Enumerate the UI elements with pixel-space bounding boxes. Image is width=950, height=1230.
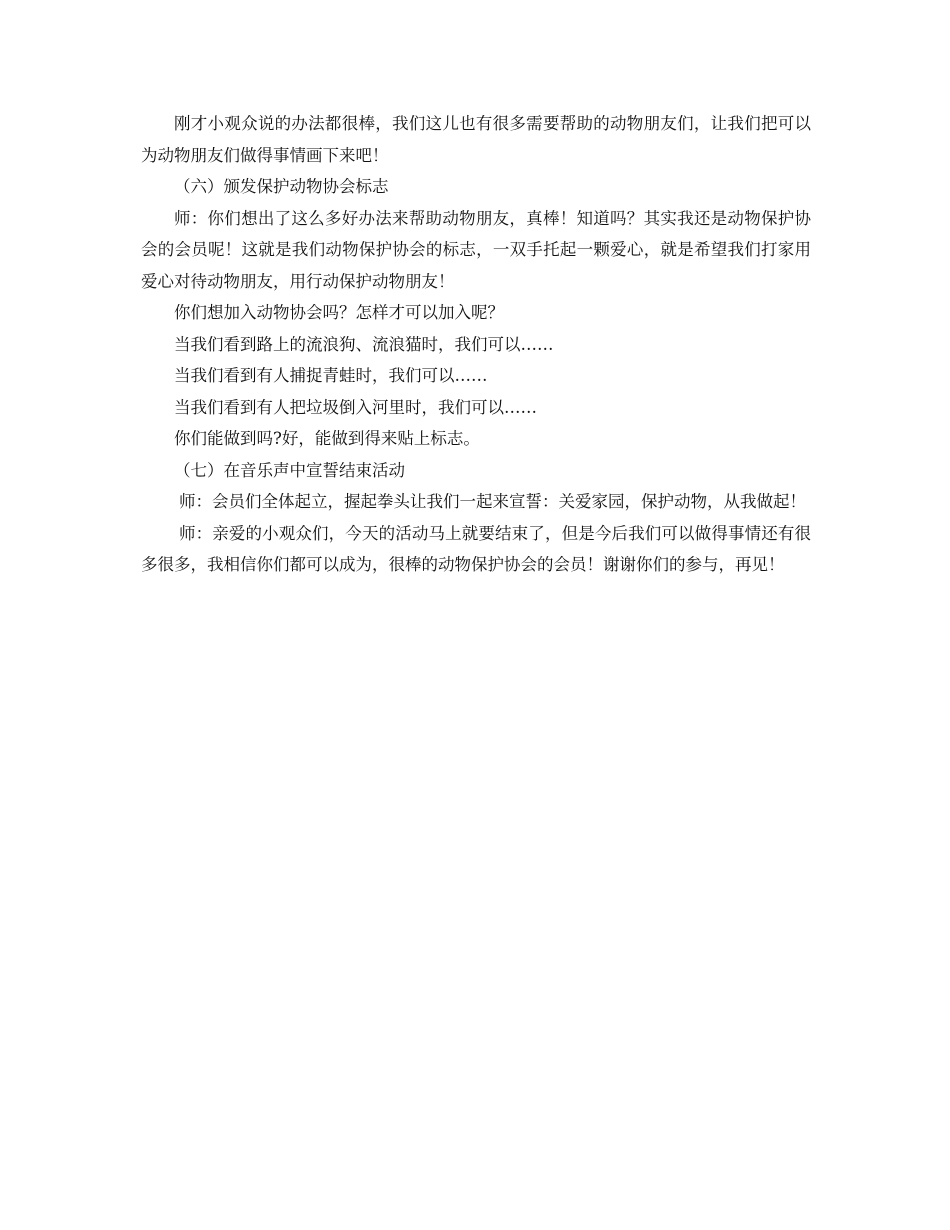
paragraph-sticker: 你们能做到吗?好，能做到得来贴上标志。 bbox=[174, 429, 480, 448]
paragraph-drawing-activity: 刚才小观众说的办法都很棒，我们这儿也有很多需要帮助的动物朋友们，让我们把可以为动物朋友们做得事情画下来吧！ bbox=[141, 114, 811, 165]
paragraph-oath: 师：会员们全体起立，握起拳头让我们一起来宣誓：关爱家园，保护动物，从我做起！ bbox=[178, 492, 806, 511]
paragraph-join-question: 你们想加入动物协会吗？怎样才可以加入呢？ bbox=[174, 303, 504, 322]
paragraph-association-logo: 师：你们想出了这么多好办法来帮助动物朋友，真棒！知道吗？其实我还是动物保护协会的会员呢！这就是我们动物保护协会的标志，一双手托起一颗爱心，就是希望我们打家用爱心对待动物朋友，用行动保护动物朋友！ bbox=[141, 208, 811, 291]
paragraph-stray-animals: 当我们看到路上的流浪狗、流浪猫时，我们可以…… bbox=[174, 334, 554, 354]
document-body bbox=[141, 108, 811, 581]
paragraph-frogs: 当我们看到有人捕捉青蛙时，我们可以…… bbox=[174, 366, 488, 385]
paragraph-river-garbage: 当我们看到有人把垃圾倒入河里时，我们可以…… bbox=[174, 397, 537, 417]
section-heading-seven: （七）在音乐声中宣誓结束活动 bbox=[174, 460, 405, 480]
section-heading-six: （六）颁发保护动物协会标志 bbox=[174, 177, 389, 196]
paragraph-closing: 师：亲爱的小观众们，今天的活动马上就要结束了，但是今后我们可以做得事情还有很多很多，我相信你们都可以成为，很棒的动物保护协会的会员！谢谢你们的参与，再见！ bbox=[141, 523, 811, 574]
